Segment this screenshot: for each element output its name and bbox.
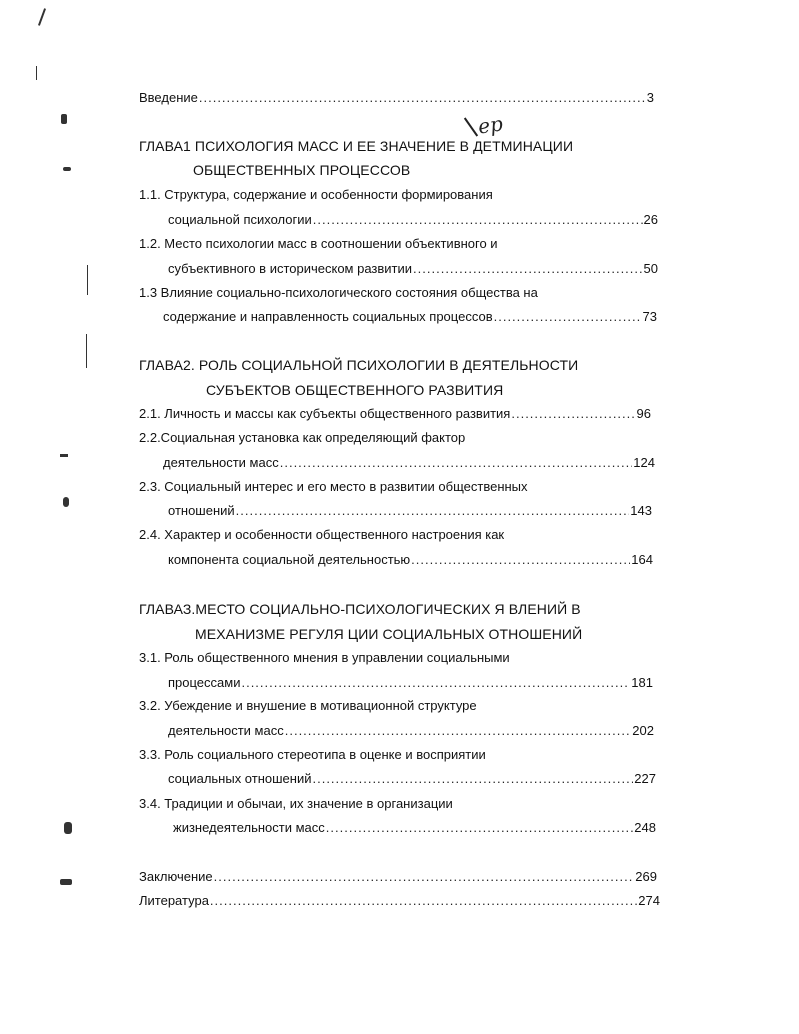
section-2-3 (168, 503, 652, 519)
section-1-2-line1: 1.2. Место психологии масс в соотношении объективного и (139, 236, 498, 251)
dot-leader (411, 552, 630, 568)
dot-leader (326, 820, 634, 836)
section-2-2-line1: 2.2.Социальная установка как определяющий фактор (139, 430, 466, 445)
chapter-3-title: ГЛАВАЗ.МЕСТО СОЦИАЛЬНО-ПСИХОЛОГИЧЕСКИХ Я ВЛЕНИЙ В (139, 601, 581, 617)
chapter-2-subtitle: СУБЪЕКТОВ ОБЩЕСТВЕННОГО РАЗВИТИЯ (206, 382, 504, 398)
section-3-3-line2: социальных отношений (168, 771, 312, 786)
section-1-3 (163, 309, 657, 325)
scan-mark (87, 265, 88, 295)
section-1-1 (168, 212, 658, 228)
section-2-2-page: 124 (633, 455, 655, 470)
chapter-1-subtitle: ОБЩЕСТВЕННЫХ ПРОЦЕССОВ (193, 162, 411, 178)
scan-mark (86, 334, 87, 368)
dot-leader (241, 675, 630, 691)
dot-leader (312, 771, 633, 787)
dot-leader (413, 261, 643, 277)
section-1-3-page: 73 (642, 309, 657, 324)
section-3-1-line1: 3.1. Роль общественного мнения в управлении социальными (139, 650, 510, 665)
handwritten-annotation: ер (476, 111, 505, 139)
section-1-3-line1: 1.3 Влияние социально-психологического состояния общества на (139, 285, 538, 300)
section-3-4-line1: 3.4. Традиции и обычаи, их значение в организации (139, 796, 453, 811)
section-3-2-line1: 3.2. Убеждение и внушение в мотивационной структуре (139, 698, 477, 713)
section-3-3 (168, 771, 656, 787)
section-3-2-page: 202 (632, 723, 654, 738)
section-2-2 (163, 455, 655, 471)
scan-mark (60, 879, 72, 885)
dot-leader (199, 90, 646, 106)
chapter-3-subtitle: МЕХАНИЗМЕ РЕГУЛЯ ЦИИ СОЦИАЛЬНЫХ ОТНОШЕНИЙ (195, 626, 583, 642)
toc-literature-label: Литература (139, 893, 209, 908)
section-2-3-line1: 2.3. Социальный интерес и его место в развитии общественных (139, 479, 528, 494)
section-3-4-page: 248 (634, 820, 656, 835)
scan-mark (61, 114, 67, 124)
section-3-2 (168, 723, 654, 739)
section-1-2-line2: субъективного в историческом развитии (168, 261, 413, 276)
dot-leader (511, 406, 635, 422)
dot-leader (494, 309, 642, 325)
section-1-1-page: 26 (643, 212, 658, 227)
section-3-2-line2: деятельности масс (168, 723, 284, 738)
toc-literature-page: 274 (638, 893, 660, 908)
section-1-2-page: 50 (643, 261, 658, 276)
section-3-1-page: 181 (631, 675, 653, 690)
section-2-1 (139, 406, 651, 422)
section-2-4-line1: 2.4. Характер и особенности общественного настроения как (139, 527, 505, 542)
section-1-1-line2: социальной психологии (168, 212, 312, 227)
toc-conclusion-label: Заключение (139, 869, 213, 884)
section-3-3-line1: 3.3. Роль социального стереотипа в оценке и восприятии (139, 747, 486, 762)
section-2-4-page: 164 (631, 552, 653, 567)
dot-leader (236, 503, 630, 519)
scan-mark (38, 8, 46, 26)
chapter-2-title: ГЛАВА2. РОЛЬ СОЦИАЛЬНОЙ ПСИХОЛОГИИ В ДЕЯТЕЛЬНОСТИ (139, 357, 579, 373)
section-2-4-line2: компонента социальной деятельностью (168, 552, 411, 567)
section-3-4-line2: жизнедеятельности масс (173, 820, 325, 835)
section-2-1-page: 96 (636, 406, 651, 421)
toc-intro-page: 3 (646, 90, 654, 105)
section-1-2 (168, 261, 658, 277)
scan-mark (60, 454, 68, 457)
toc-literature (139, 893, 660, 909)
scan-mark (63, 167, 71, 171)
section-3-1 (168, 675, 653, 691)
toc-intro (139, 90, 654, 106)
section-3-3-page: 227 (634, 771, 656, 786)
toc-conclusion (139, 869, 657, 885)
dot-leader (214, 869, 635, 885)
section-1-3-line2: содержание и направленность социальных процессов (163, 309, 493, 324)
scan-mark (63, 497, 69, 507)
handwritten-stroke (464, 117, 478, 136)
section-2-4 (168, 552, 653, 568)
section-2-2-line2: деятельности масс (163, 455, 279, 470)
toc-conclusion-page: 269 (635, 869, 657, 884)
section-2-3-page: 143 (630, 503, 652, 518)
section-2-3-line2: отношений (168, 503, 235, 518)
dot-leader (313, 212, 643, 228)
dot-leader (210, 893, 637, 909)
section-2-1-line1: 2.1. Личность и массы как субъекты общественного развития (139, 406, 511, 421)
dot-leader (285, 723, 632, 739)
section-3-4 (173, 820, 656, 836)
toc-intro-label: Введение (139, 90, 198, 105)
scan-mark (64, 822, 72, 834)
section-3-1-line2: процессами (168, 675, 241, 690)
chapter-1-title: ГЛАВА1 ПСИХОЛОГИЯ МАСС И ЕЕ ЗНАЧЕНИЕ В ДЕТМИНАЦИИ (139, 138, 574, 154)
scan-mark (36, 66, 37, 80)
dot-leader (280, 455, 633, 471)
section-1-1-line1: 1.1. Структура, содержание и особенности формирования (139, 187, 493, 202)
